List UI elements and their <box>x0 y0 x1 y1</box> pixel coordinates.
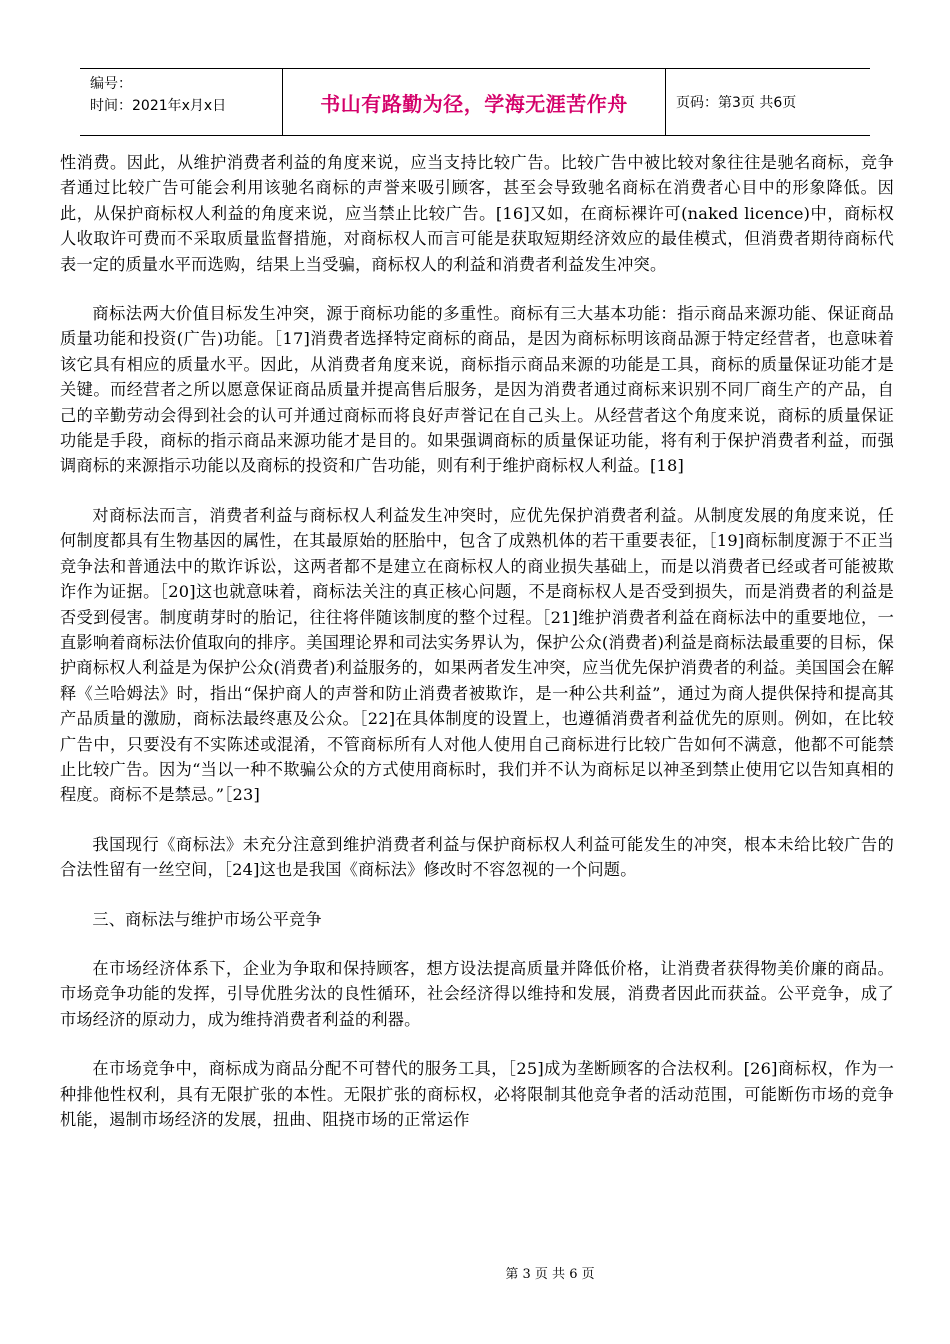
paragraph-3: 对商标法而言，消费者利益与商标权人利益发生冲突时，应优先保护消费者利益。从制度发展的角度来说，任何制度都具有生物基因的属性，在其最原始的胚胎中，包含了成熟机体的若干重要表征，［19]商标制度源于不正当竞争法和普通法中的欺诈诉讼，这两者都不是建立在商标权人的商业损失基础上，而是以消费者已经或者可能被欺诈作为证据。［20]这也就意味着，商标法关注的真正核心问题，不是商标权人是否受到损失，而是消费者的利益是否受到侵害。制度萌芽时的胎记，往往将伴随该制度的整个过程。［21]维护消费者利益在商标法中的重要地位，一直影响着商标法价值取向的排序。美国理论界和司法实务界认为，保护公众(消费者)利益是商标法最重要的目标，保护商标权人利益是为保护公众(消费者)利益服务的，如果两者发生冲突，应当优先保护消费者的利益。美国国会在解释《兰哈姆法》时，指出“保护商人的声誉和防止消费者被欺诈，是一种公共利益”，通过为商人提供保持和提高其产品质量的激励，商标法最终惠及公众。［22]在具体制度的设置上，也遵循消费者利益优先的原则。例如，在比较广告中，只要没有不实陈述或混淆，不管商标所有人对他人使用自己商标进行比较广告如何不满意，他都不可能禁止比较广告。因为“当以一种不欺骗公众的方式使用商标时，我们并不认为商标足以神圣到禁止使用它以告知真相的程度。商标不是禁忌。”［23] <box>60 505 894 805</box>
page-number: 第 3 页 共 6 页 <box>505 1267 595 1282</box>
section-heading: 三、商标法与维护市场公平竞争 <box>92 909 322 929</box>
header-meta <box>80 69 283 135</box>
document-number: 编号： <box>90 76 132 92</box>
header-motto-cell <box>283 69 666 135</box>
header-page-info: 页码：第3页 共6页 <box>676 95 797 111</box>
paragraph-5: 在市场经济体系下，企业为争取和保持顾客，想方设法提高质量并降低价格，让消费者获得物美价廉的商品。市场竞争功能的发挥，引导优胜劣汰的良性循环，社会经济得以维持和发展，消费者因此而获益。公平竞争，成了市场经济的原动力，成为维持消费者利益的利器。 <box>60 958 894 1029</box>
header-motto: 书山有路勤为径，学海无涯苦作舟 <box>320 91 628 116</box>
document-body <box>60 150 894 1132</box>
page-footer <box>0 1263 950 1282</box>
paragraph-6: 在市场竞争中，商标成为商品分配不可替代的服务工具，［25]成为垄断顾客的合法权利。[26]商标权，作为一种排他性权利，具有无限扩张的本性。无限扩张的商标权，必将限制其他竞争者的活动范围，可能断伤市场的竞争机能，遏制市场经济的发展，扭曲、阻挠市场的正常运作 <box>60 1059 894 1129</box>
page-header <box>80 68 870 136</box>
paragraph-1: 性消费。因此，从维护消费者利益的角度来说，应当支持比较广告。比较广告中被比较对象往往是驰名商标，竞争者通过比较广告可能会利用该驰名商标的声誉来吸引顾客，甚至会导致驰名商标在消费者心目中的形象降低。因此，从保护商标权人利益的角度来说，应当禁止比较广告。[16]又如，在商标裸许可(naked licence)中，商标权人收取许可费而不采取质量监督措施，对商标权人而言可能是获取短期经济效应的最佳模式，但消费者期待商标代表一定的质量水平而选购，结果上当受骗，商标权人的利益和消费者利益发生冲突。 <box>60 153 894 274</box>
paragraph-4: 我国现行《商标法》未充分注意到维护消费者利益与保护商标权人利益可能发生的冲突，根本未给比较广告的合法性留有一丝空间，［24]这也是我国《商标法》修改时不容忽视的一个问题。 <box>60 834 894 880</box>
paragraph-2: 商标法两大价值目标发生冲突，源于商标功能的多重性。商标有三大基本功能：指示商品来源功能、保证商品质量功能和投资(广告)功能。［17]消费者选择特定商标的商品，是因为商标标明该商品源于特定经营者，也意味着该它具有相应的质量水平。因此，从消费者角度来说，商标指示商品来源的功能是工具，商标的质量保证功能才是关键。而经营者之所以愿意保证商品质量并提高售后服务，是因为消费者通过商标来识别不同厂商生产的产品，自己的辛勤劳动会得到社会的认可并通过商标而将良好声誉记在自己头上。从经营者这个角度来说，商标的质量保证功能是手段，商标的指示商品来源功能才是目的。如果强调商标的质量保证功能，将有利于保护消费者利益，而强调商标的来源指示功能以及商标的投资和广告功能，则有利于维护商标权人利益。[18] <box>60 304 894 476</box>
document-date: 时间：2021年x月x日 <box>90 98 227 114</box>
